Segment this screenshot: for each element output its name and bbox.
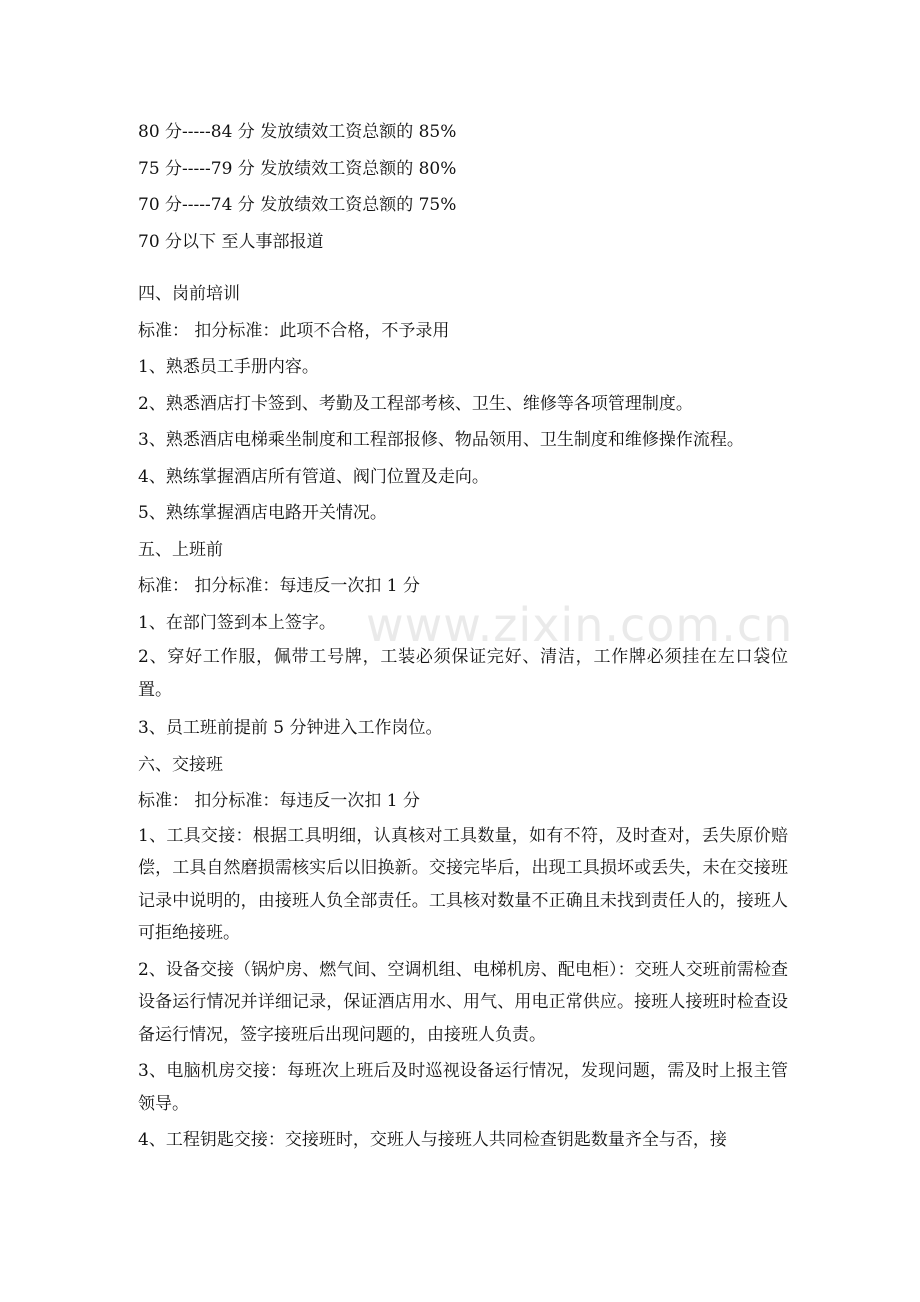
section-standard: 标准： 扣分标准：每违反一次扣 1 分 (138, 576, 421, 596)
document-body (138, 114, 788, 1161)
score-line-below-70: 70 分以下 至人事部报道 (138, 231, 324, 252)
score-line-80-84: 80 分-----84 分 发放绩效工资总额的 85% (138, 122, 457, 142)
section-heading-shift-handover: 六、交接班 (138, 754, 223, 775)
list-item: 1、在部门签到本上签字。 (138, 612, 336, 633)
list-item: 3、熟悉酒店电梯乘坐制度和工程部报修、物品领用、卫生制度和维修操作流程。 (138, 430, 744, 450)
section-heading-before-work: 五、上班前 (138, 539, 223, 560)
list-item: 2、设备交接（锅炉房、燃气间、空调机组、电梯机房、配电柜）：交班人交班前需检查设备运行情况并详细记录，保证酒店用水、用气、用电正常供应。接班人接班时检查设备运行情况，签字接班后出现问题的，由接班人负责。 (138, 959, 788, 1045)
list-item: 2、穿好工作服，佩带工号牌，工装必须保证完好、清洁，工作牌必须挂在左口袋位置。 (138, 647, 788, 700)
list-item: 1、工具交接：根据工具明细，认真核对工具数量，如有不符，及时查对，丢失原价赔偿，工具自然磨损需核实后以旧换新。交接完毕后，出现工具损坏或丢失，未在交接班记录中说明的，由接班人负全部责任。工具核对数量不正确且未找到责任人的，接班人可拒绝接班。 (138, 825, 788, 943)
section-standard: 标准： 扣分标准：每违反一次扣 1 分 (138, 791, 421, 811)
list-item: 4、熟练掌握酒店所有管道、阀门位置及走向。 (138, 466, 489, 487)
list-item: 3、员工班前提前 5 分钟进入工作岗位。 (138, 718, 443, 738)
score-line-75-79: 75 分-----79 分 发放绩效工资总额的 80% (138, 158, 457, 179)
section-standard: 标准： 扣分标准：此项不合格，不予录用 (138, 320, 450, 341)
list-item: 3、电脑机房交接：每班次上班后及时巡视设备运行情况，发现问题，需及时上报主管领导。 (138, 1061, 788, 1114)
list-item: 1、熟悉员工手册内容。 (138, 357, 319, 377)
score-line-70-74: 70 分-----74 分 发放绩效工资总额的 75% (138, 195, 457, 215)
list-item: 4、工程钥匙交接：交接班时，交班人与接班人共同检查钥匙数量齐全与否，接 (138, 1130, 727, 1150)
section-heading-pre-job-training: 四、岗前培训 (138, 284, 240, 304)
section-gap (138, 260, 788, 276)
list-item: 5、熟练掌握酒店电路开关情况。 (138, 503, 387, 523)
list-item: 2、熟悉酒店打卡签到、考勤及工程部考核、卫生、维修等各项管理制度。 (138, 393, 693, 414)
watermark: www.zixin.com.cn (366, 598, 794, 652)
